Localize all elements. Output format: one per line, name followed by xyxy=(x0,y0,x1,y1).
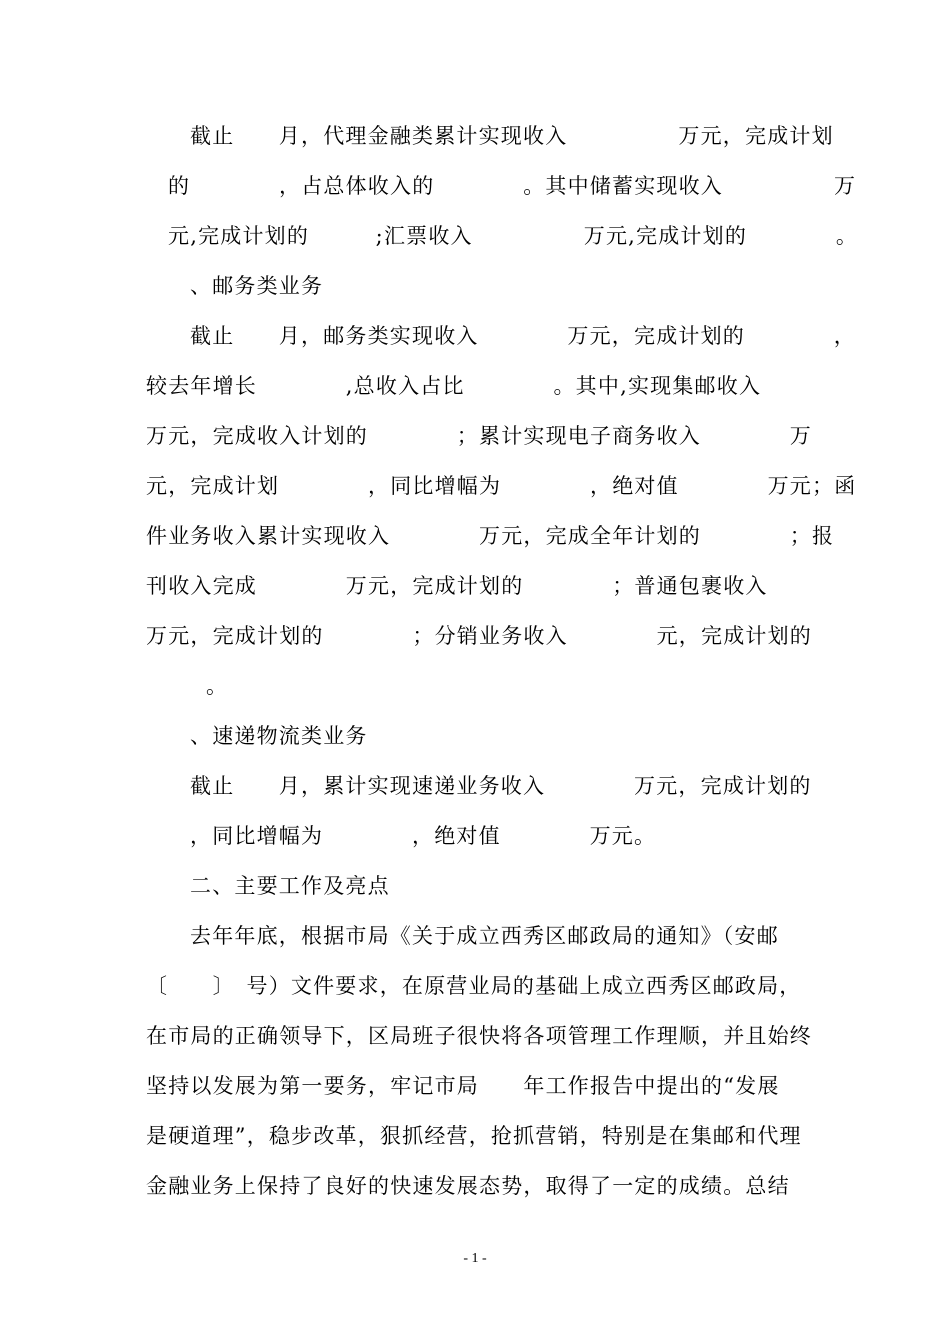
text-line: 去年年底，根据市局《关于成立西秀区邮政局的通知》（安邮 xyxy=(190,924,779,948)
section-heading: 、邮务类业务 xyxy=(190,274,324,298)
text-line: 刊收入完成 万元，完成计划的 ；普通包裹收入 xyxy=(146,574,768,598)
page-number: - 1 - xyxy=(463,1251,487,1266)
text-line: 件业务收入累计实现收入 万元，完成全年计划的 ；报 xyxy=(146,524,835,548)
text-line: 元,完成计划的 ;汇票收入 万元,完成计划的 。 xyxy=(168,224,859,248)
text-line: 截止 月，邮务类实现收入 万元，完成计划的 ， xyxy=(190,324,856,348)
text-line: 截止 月，代理金融类累计实现收入 万元，完成计划 xyxy=(190,124,834,148)
text-line: 万元，完成计划的 ；分销业务收入 元，完成计划的 xyxy=(146,624,812,648)
text-line: 坚持以发展为第一要务，牢记市局 年工作报告中提出的“发展 xyxy=(146,1074,780,1098)
text-line: 截止 月，累计实现速递业务收入 万元，完成计划的 xyxy=(190,774,812,798)
text-line: 的 ，占总体收入的 。其中储蓄实现收入 万 xyxy=(168,174,857,198)
section-heading: 二、主要工作及亮点 xyxy=(190,874,390,898)
text-line: 是硬道理”，稳步改革，狠抓经营，抢抓营销，特别是在集邮和代理 xyxy=(146,1124,802,1148)
text-line: 在市局的正确领导下，区局班子很快将各项管理工作理顺，并且始终 xyxy=(146,1024,812,1048)
text-line: 万元，完成收入计划的 ；累计实现电子商务收入 万 xyxy=(146,424,812,448)
text-line: 。 xyxy=(206,674,229,698)
text-line: 较去年增长 ,总收入占比 。其中,实现集邮收入 xyxy=(146,374,762,398)
text-line: ，同比增幅为 ，绝对值 万元。 xyxy=(190,824,657,848)
section-heading: 、速递物流类业务 xyxy=(190,724,368,748)
text-line: 〔 〕 号）文件要求，在原营业局的基础上成立西秀区邮政局， xyxy=(146,974,802,998)
text-line: 金融业务上保持了良好的快速发展态势，取得了一定的成绩。总结 xyxy=(146,1174,790,1198)
text-line: 元，完成计划 ，同比增幅为 ，绝对值 万元；函 xyxy=(146,474,857,498)
